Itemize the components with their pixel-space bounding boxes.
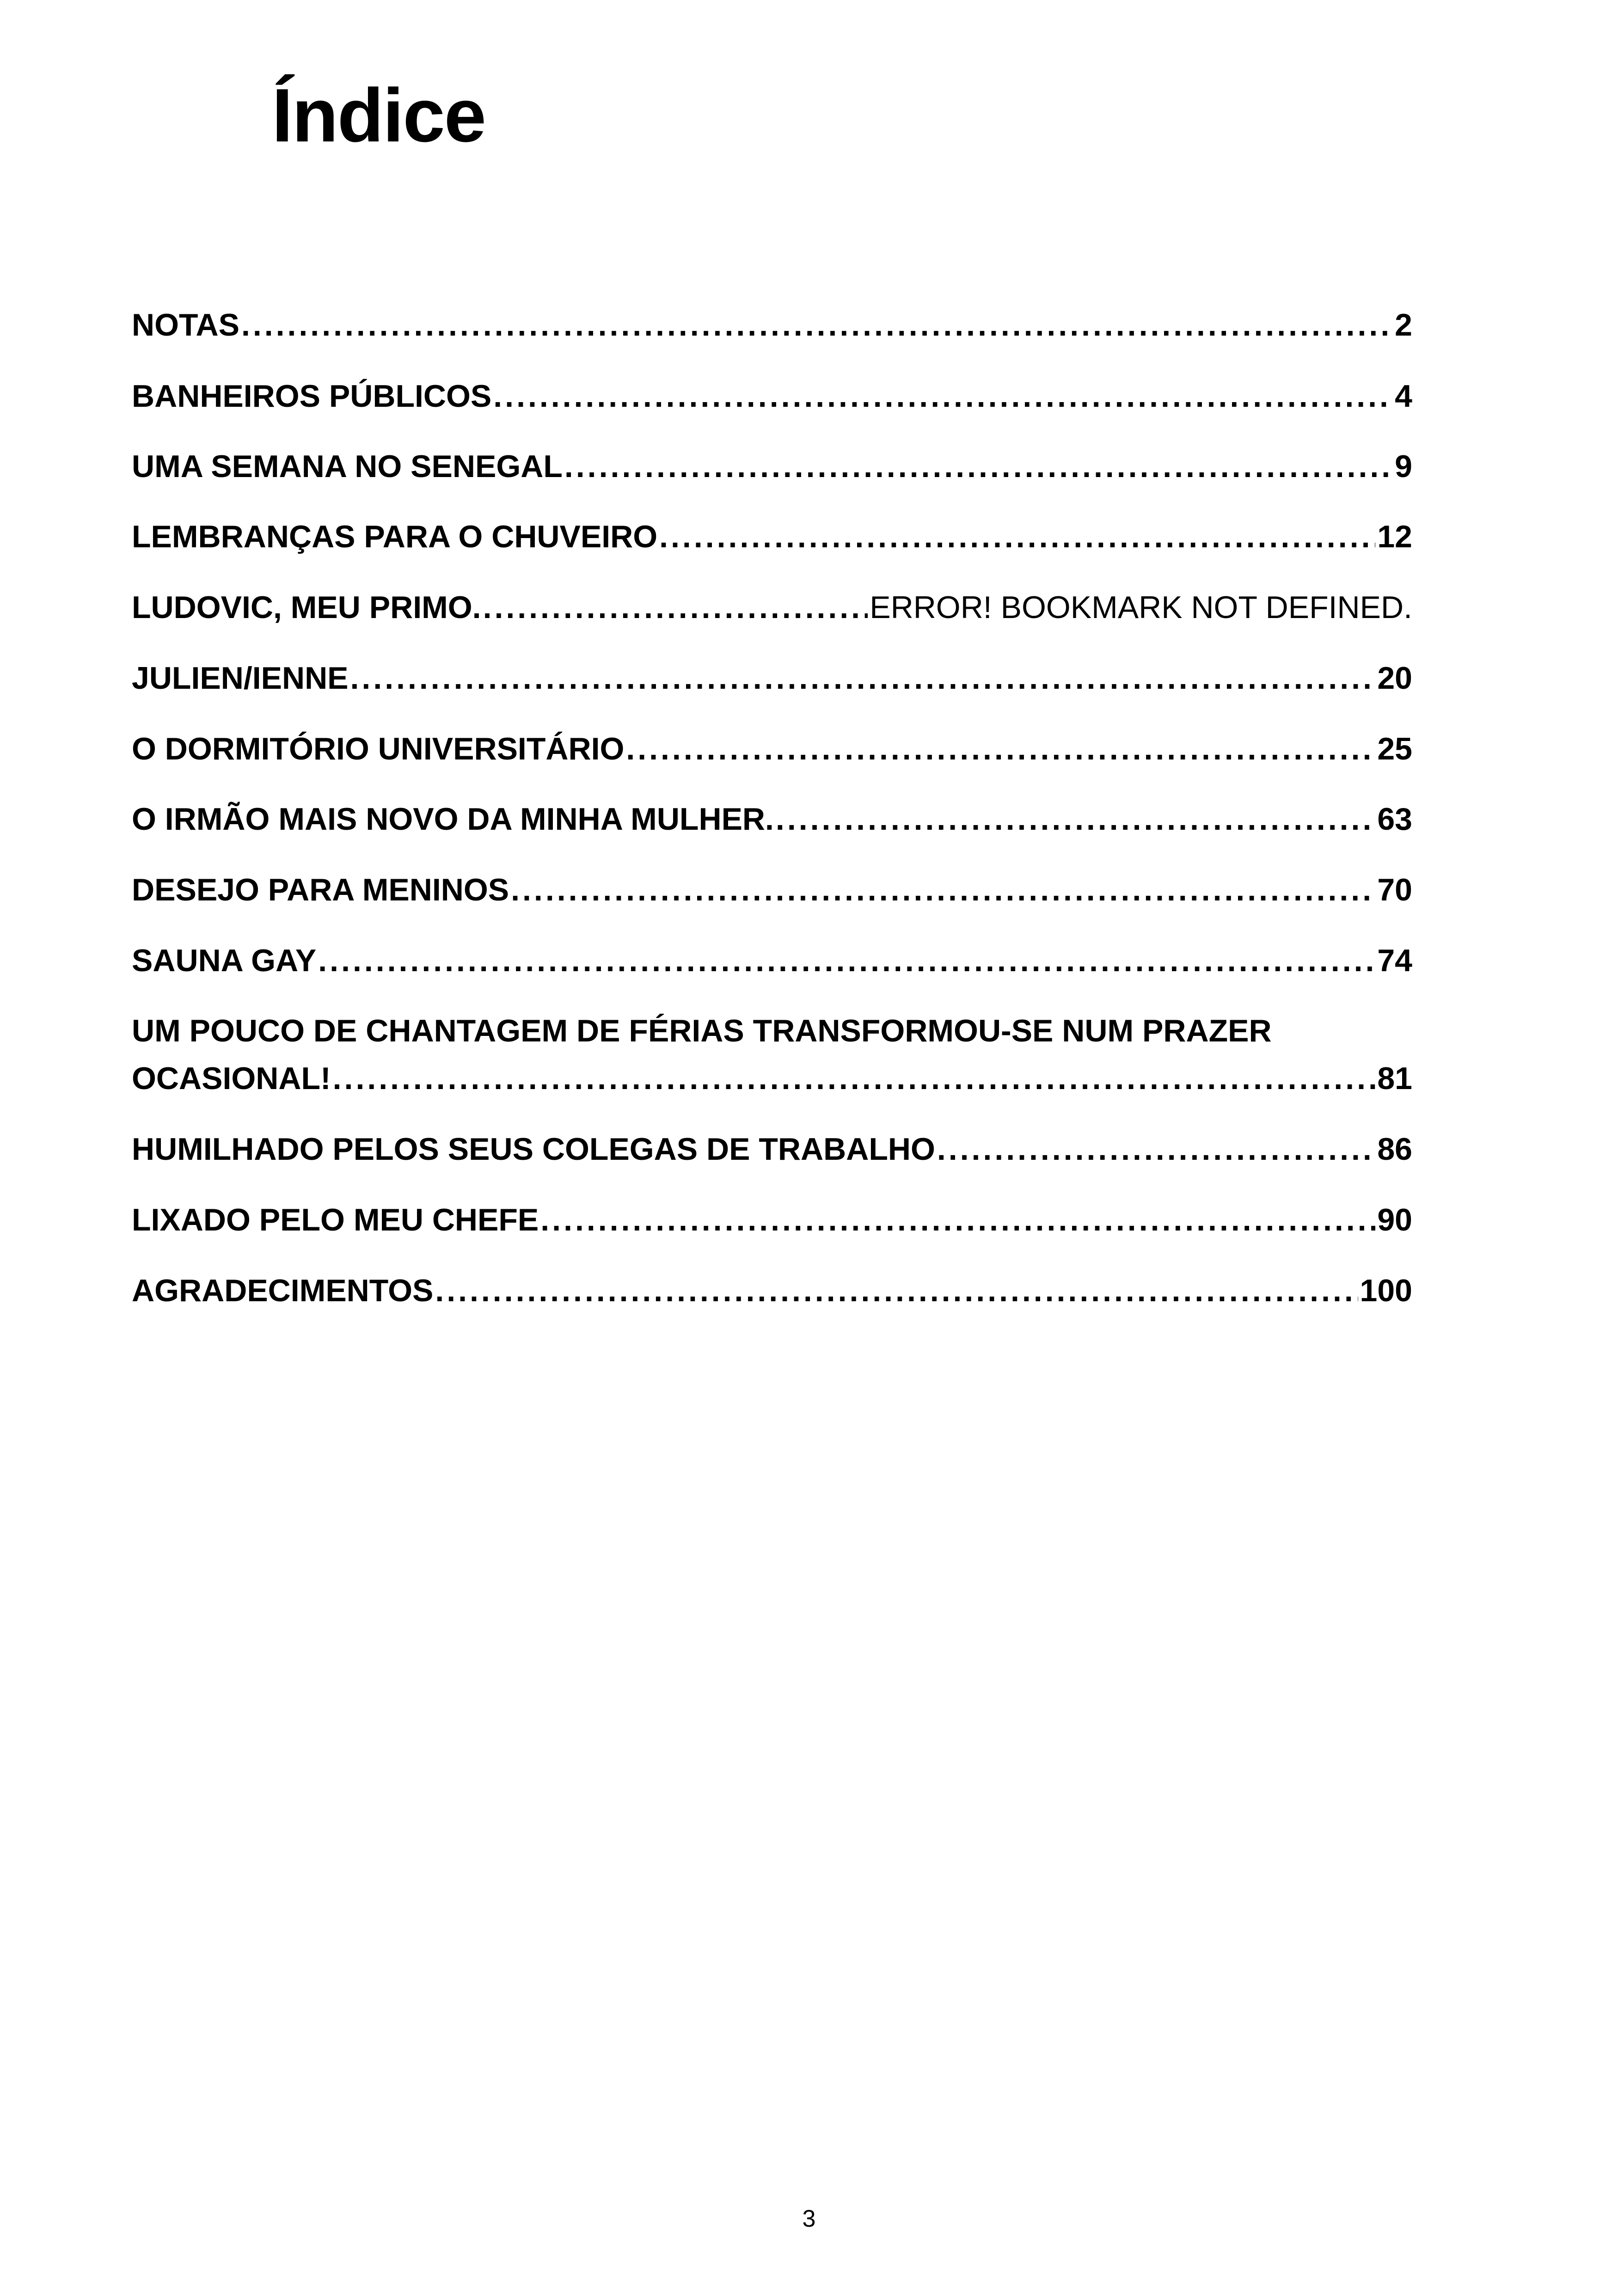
toc-entry-page: 12 [1377,519,1412,554]
toc-entry-page: 2 [1395,307,1412,343]
toc-entry-title: O IRMÃO MAIS NOVO DA MINHA MULHER. [132,802,774,837]
toc-entry-o-irmao-mais-novo[interactable] [132,799,1412,839]
toc-leader-dots [776,799,1375,839]
toc-entry-page: 4 [1395,379,1412,414]
page-number: 3 [802,2205,816,2232]
toc-entry-title: BANHEIROS PÚBLICOS [132,379,492,414]
toc-leader-dots [540,1200,1375,1240]
toc-entry-page: 100 [1360,1273,1412,1308]
toc-entry-page: 86 [1377,1132,1412,1167]
toc-entry-uma-semana-no-senegal[interactable] [132,447,1412,486]
toc-entry-title: HUMILHADO PELOS SEUS COLEGAS DE TRABALHO [132,1132,935,1167]
toc-entry-title: LIXADO PELO MEU CHEFE [132,1202,539,1237]
toc-entry-lixado-pelo-meu-chefe[interactable] [132,1200,1412,1240]
toc-entry-banheiros-publicos[interactable] [132,376,1412,416]
toc-entry-o-dormitorio-universitario[interactable] [132,729,1412,769]
toc-leader-dots [483,588,868,627]
toc-entry-julien-ienne[interactable] [132,658,1412,698]
toc-entry-page-error: ERROR! BOOKMARK NOT DEFINED. [870,590,1412,625]
toc-entry-page: 70 [1377,872,1412,907]
toc-entry-page: 25 [1377,731,1412,766]
toc-entry-page: 81 [1377,1061,1412,1096]
toc-entry-desejo-para-meninos[interactable] [132,870,1412,910]
toc-leader-dots [937,1129,1376,1169]
toc-entry-lembrancas-para-o-chuveiro[interactable] [132,517,1412,557]
toc-entry-agradecimentos[interactable] [132,1271,1412,1310]
toc-leader-dots [493,376,1393,416]
toc-leader-dots [318,941,1375,980]
toc-entry-title: LUDOVIC, MEU PRIMO. [132,590,481,625]
toc-entry-title: SAUNA GAY [132,943,317,978]
toc-entry-title: O DORMITÓRIO UNIVERSITÁRIO [132,731,625,766]
toc-entry-title: DESEJO PARA MENINOS [132,872,509,907]
toc-entry-humilhado-pelos-colegas[interactable] [132,1129,1412,1169]
toc-entry-title: JULIEN/IENNE [132,661,349,696]
toc-entry-title: AGRADECIMENTOS [132,1273,434,1308]
toc-entry-page: 74 [1377,943,1412,978]
toc-entry-page: 90 [1377,1202,1412,1237]
toc-entry-um-pouco-de-chantagem[interactable] [132,1059,1412,1098]
toc-entry-notas[interactable] [132,305,1412,345]
toc-entry-page: 9 [1395,449,1412,484]
toc-leader-dots [511,870,1375,910]
toc-leader-dots [659,517,1375,557]
toc-leader-dots [241,305,1393,345]
toc-entry-title: OCASIONAL! [132,1061,331,1096]
toc-entry-title: NOTAS [132,307,239,343]
toc-entry-um-pouco-de-chantagem-line1[interactable]: UM POUCO DE CHANTAGEM DE FÉRIAS TRANSFORMOU-SE NUM PRAZER [132,1013,1272,1048]
toc-leader-dots [333,1059,1376,1098]
page-title: Índice [272,73,485,158]
toc-leader-dots [626,729,1375,769]
toc-leader-dots [564,447,1393,486]
toc-entry-page: 20 [1377,661,1412,696]
toc-leader-dots [435,1271,1358,1310]
toc-entry-ludovic-meu-primo[interactable] [132,588,1412,627]
toc-entry-page: 63 [1377,802,1412,837]
toc-entry-sauna-gay[interactable] [132,941,1412,980]
toc-entry-title: UMA SEMANA NO SENEGAL [132,449,563,484]
toc-entry-title: LEMBRANÇAS PARA O CHUVEIRO [132,519,658,554]
toc-leader-dots [350,658,1376,698]
